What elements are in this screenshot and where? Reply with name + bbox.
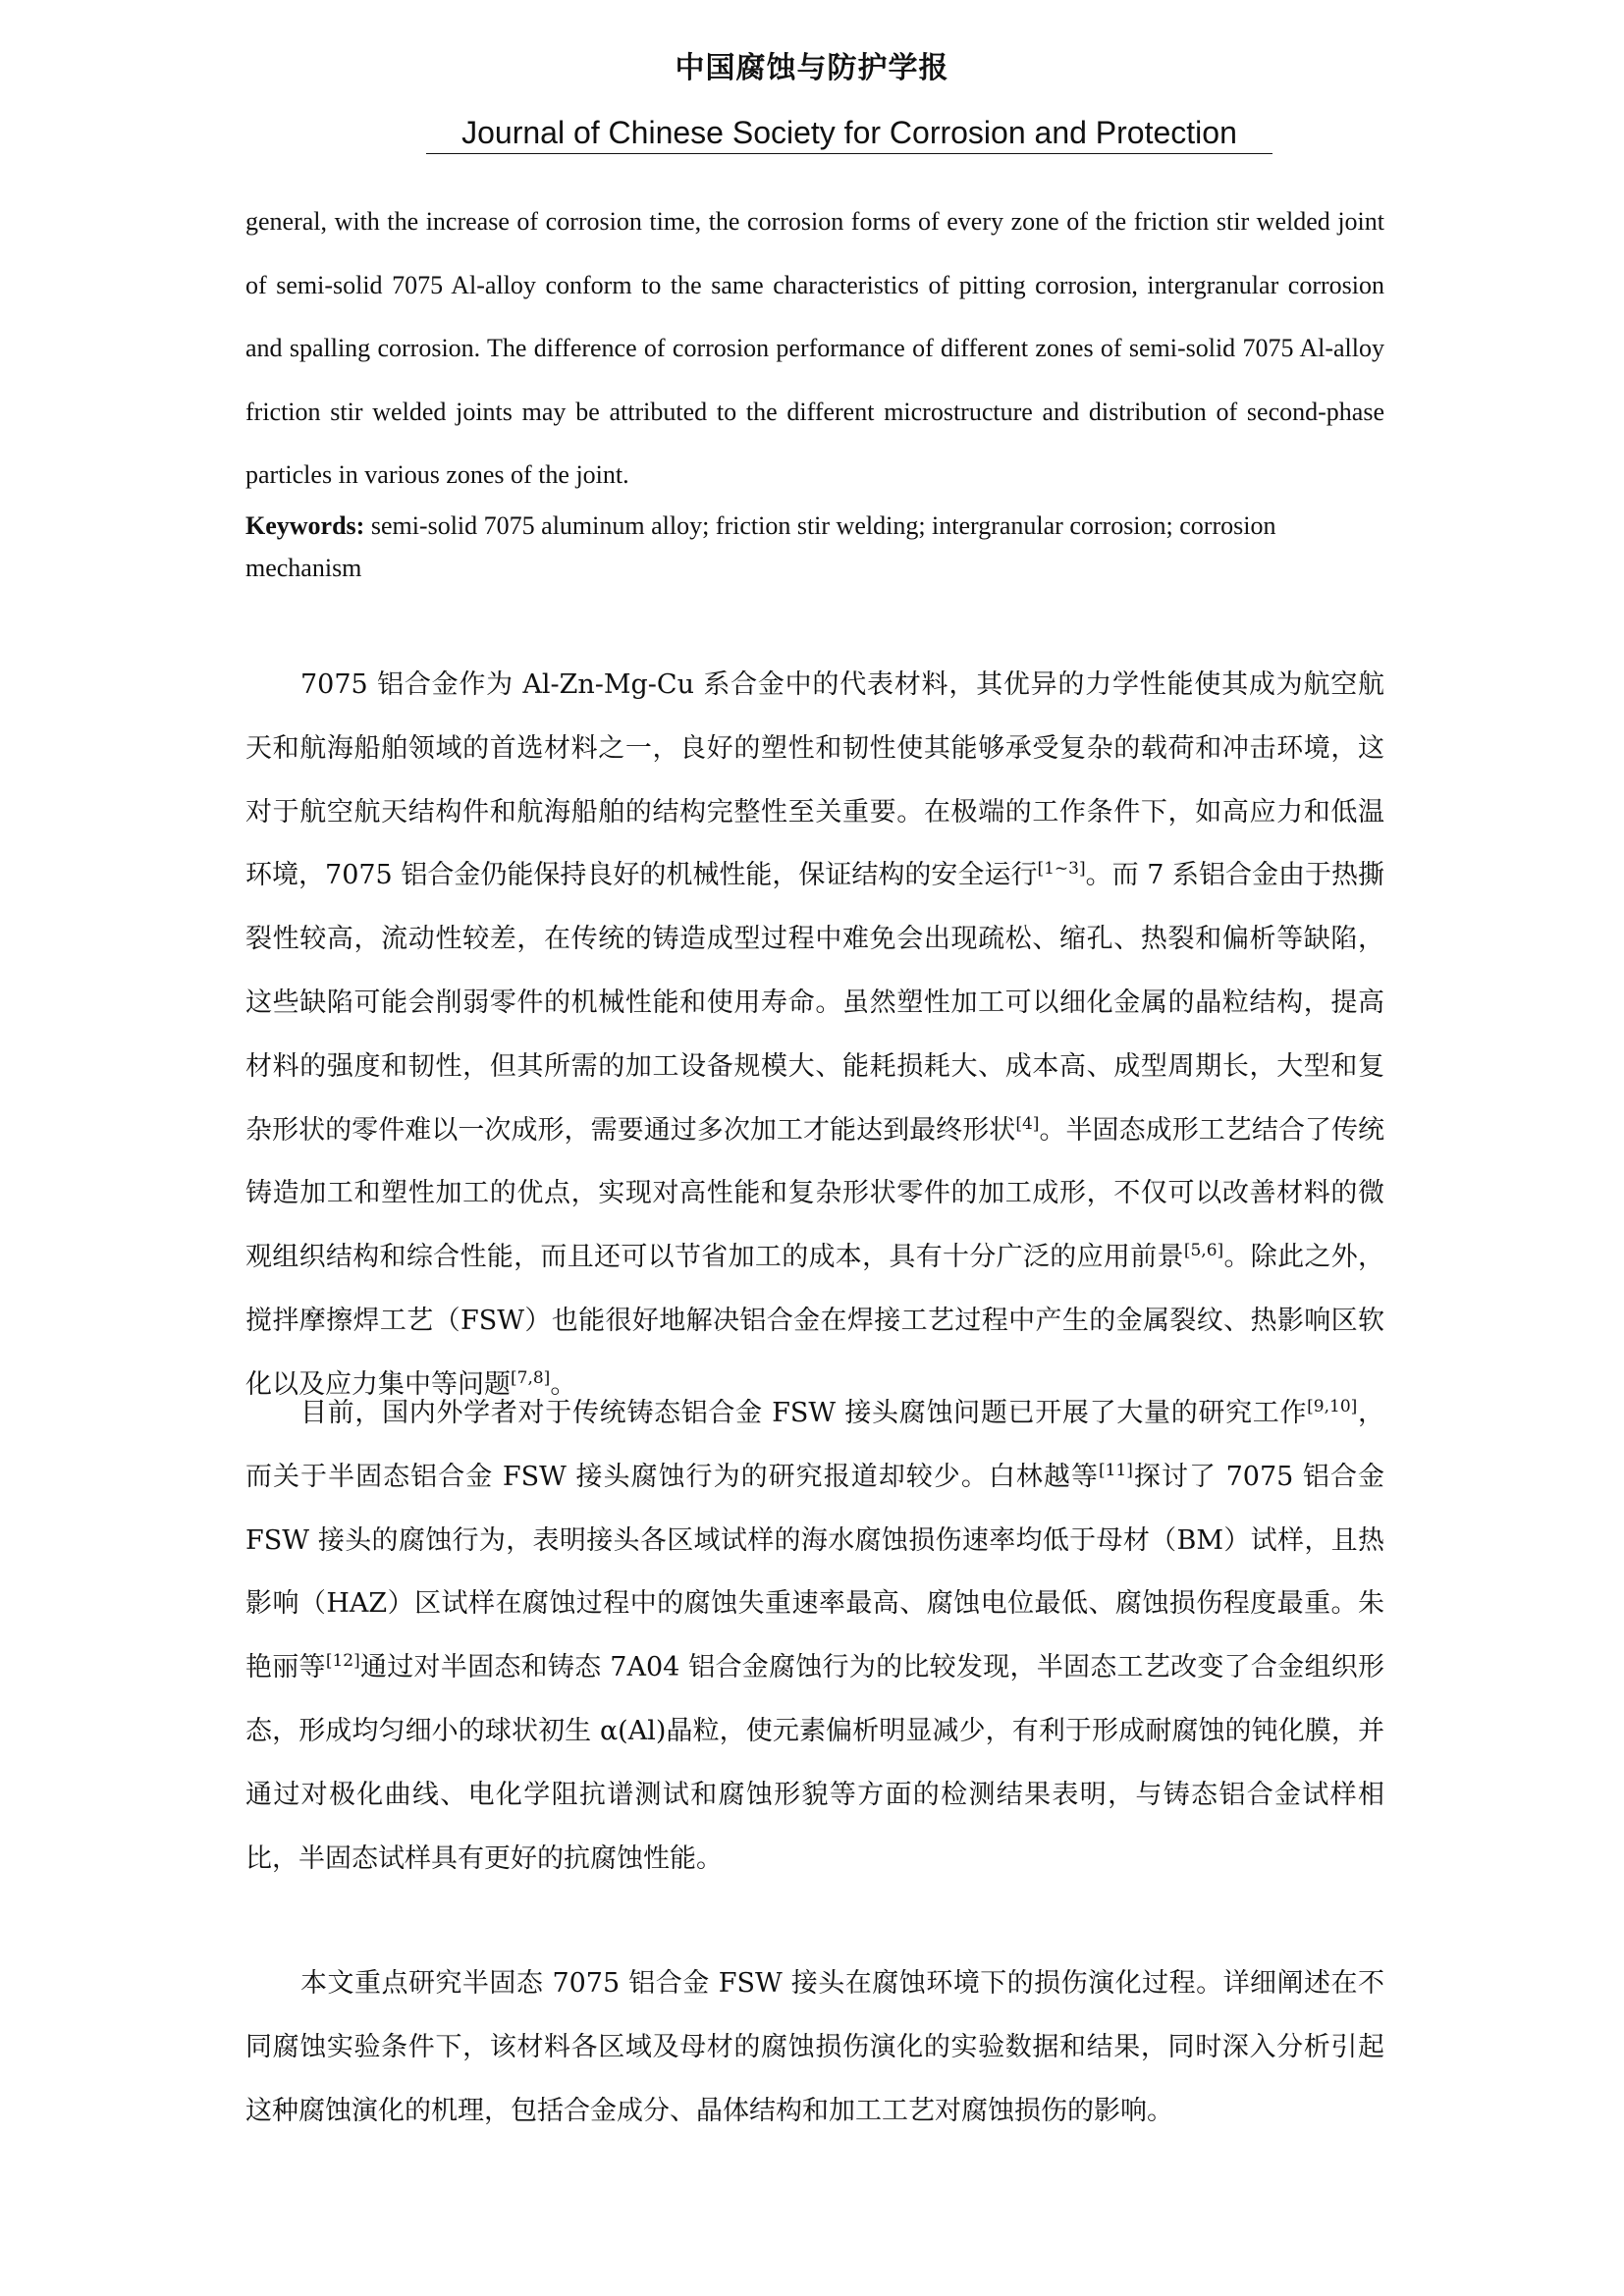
body-paragraph-1: [245, 654, 1384, 1417]
paragraph-text: 本文重点研究半固态 7075 铝合金 FSW 接头在腐蚀环境下的损伤演化过程。详细阐述在不同腐蚀实验条件下，该材料各区域及母材的腐蚀损伤演化的实验数据和结果，同时深入分析引起这种腐蚀演化的机理，包括合金成分、晶体结构和加工工艺对腐蚀损伤的影响。: [245, 1968, 1384, 2126]
paragraph-text: 。: [550, 1368, 577, 1400]
citation: [7,8]: [511, 1367, 551, 1388]
keywords: [245, 505, 1384, 589]
keywords-label: Keywords:: [245, 511, 365, 540]
body-paragraph-2: [245, 1382, 1384, 1891]
citation: [12]: [325, 1651, 360, 1672]
paragraph-text: 。半固态成形工艺结合了传统铸造加工和塑性加工的优点，实现对高性能和复杂形状零件的加工成形，不仅可以改善材料的微观组织结构和综合性能，而且还可以节省加工的成本，具有十分广泛的应用前景: [245, 1114, 1385, 1273]
paragraph-text: 目前，国内外学者对于传统铸态铝合金 FSW 接头腐蚀问题已开展了大量的研究工作: [300, 1398, 1308, 1428]
paragraph-text: 。除此之外，搅拌摩擦焊工艺（FSW）也能很好地解决铝合金在焊接工艺过程中产生的金属裂纹、热影响区软化以及应力集中等问题: [245, 1242, 1385, 1400]
keywords-text: semi-solid 7075 aluminum alloy; friction stir welding; intergranular corrosion; corrosion mechanism: [245, 511, 1276, 582]
citation: [1~3]: [1037, 859, 1086, 880]
abstract-text: general, with the increase of corrosion time, the corrosion forms of every zone of the friction stir welded joint of semi-solid 7075 Al-alloy conform to the same characteristics of pitting corrosion, intergranular corrosion and spalling corrosion. The difference of corrosion performance of different zones of semi-solid 7075 Al-alloy friction stir welded joints may be attributed to the different microstructure and distribution of second-phase particles in various zones of the joint.: [245, 207, 1384, 489]
paragraph-text: 探讨了 7075 铝合金 FSW 接头的腐蚀行为，表明接头各区域试样的海水腐蚀损伤速率均低于母材（BM）试样，且热影响（HAZ）区试样在腐蚀过程中的腐蚀失重速率最高、腐蚀电位最低、腐蚀损伤程度最重。朱艳丽等: [245, 1461, 1384, 1683]
citation: [5,6]: [1183, 1241, 1224, 1261]
journal-title-english: Journal of Chinese Society for Corrosion and Protection: [426, 114, 1272, 154]
citation: [9,10]: [1307, 1397, 1358, 1416]
citation: [4]: [1015, 1113, 1040, 1134]
paragraph-text: ，而关于半固态铝合金 FSW 接头腐蚀行为的研究报道却较少。白林越等: [245, 1398, 1384, 1492]
journal-title-chinese: 中国腐蚀与防护学报: [675, 51, 949, 85]
paragraph-text: 。而 7 系铝合金由于热撕裂性较高，流动性较差，在传统的铸造成型过程中难免会出现疏松、缩孔、热裂和偏析等缺陷，这些缺陷可能会削弱零件的机械性能和使用寿命。虽然塑性加工可以细化金属的晶粒结构，提高材料的强度和韧性，但其所需的加工设备规模大、能耗损耗大、成本高、成型周期长，大型和复杂形状的零件难以一次成形，需要通过多次加工才能达到最终形状: [245, 860, 1385, 1146]
body-paragraph-3: [245, 1952, 1384, 2143]
paragraph-text: 通过对半固态和铸态 7A04 铝合金腐蚀行为的比较发现，半固态工艺改变了合金组织形态，形成均匀细小的球状初生 α(Al)晶粒，使元素偏析明显减少，有利于形成耐腐蚀的钝化膜，并通过对极化曲线、电化学阻抗谱测试和腐蚀形貌等方面的检测结果表明，与铸态铝合金试样相比，半固态试样具有更好的抗腐蚀性能。: [245, 1652, 1385, 1874]
paragraph-text: 7075 铝合金作为 Al-Zn-Mg-Cu 系合金中的代表材料，其优异的力学性能使其成为航空航天和航海船舶领域的首选材料之一，良好的塑性和韧性使其能够承受复杂的载荷和冲击环境，这对于航空航天结构件和航海船舶的结构完整性至关重要。在极端的工作条件下，如高应力和低温环境，7075 铝合金仍能保持良好的机械性能，保证结构的安全运行: [245, 669, 1384, 891]
citation: [11]: [1098, 1460, 1133, 1480]
